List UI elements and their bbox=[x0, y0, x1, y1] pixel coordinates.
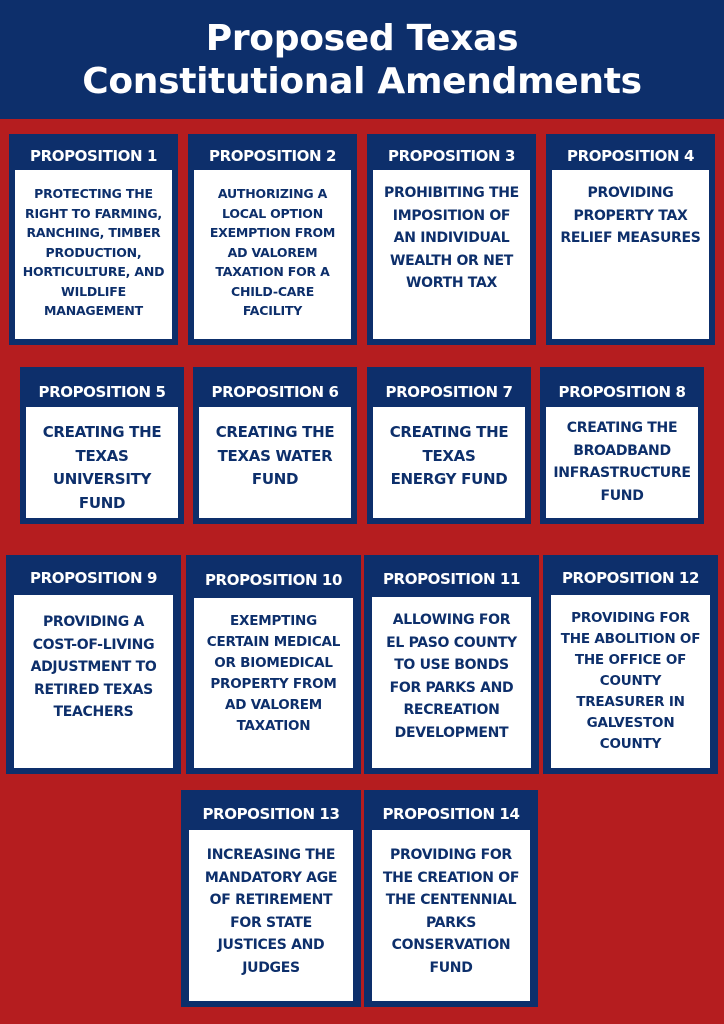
title-line-1: Proposed Texas bbox=[205, 17, 519, 59]
proposition-text: ALLOWING FOR EL PASO COUNTY TO USE BONDS FOR PARKS AND RECREATION DEVELOPMENT bbox=[372, 597, 531, 768]
proposition-card-12 bbox=[543, 555, 718, 774]
page-header bbox=[0, 0, 724, 119]
proposition-text: PROVIDING A COST-OF-LIVING ADJUSTMENT TO RETIRED TEXAS TEACHERS bbox=[14, 595, 173, 768]
proposition-label: PROPOSITION 1 bbox=[29, 147, 157, 165]
proposition-card-9 bbox=[6, 555, 181, 774]
proposition-label: PROPOSITION 2 bbox=[208, 147, 336, 165]
proposition-card-6 bbox=[193, 367, 357, 524]
proposition-text: INCREASING THE MANDATORY AGE OF RETIREMENT FOR STATE JUSTICES AND JUDGES bbox=[189, 830, 353, 1001]
proposition-label: PROPOSITION 9 bbox=[29, 569, 157, 587]
proposition-text: EXEMPTING CERTAIN MEDICAL OR BIOMEDICAL PROPERTY FROM AD VALOREM TAXATION bbox=[194, 598, 353, 768]
proposition-label: PROPOSITION 8 bbox=[558, 383, 686, 401]
proposition-label: PROPOSITION 7 bbox=[385, 383, 513, 401]
proposition-card-2 bbox=[188, 134, 357, 345]
proposition-card-7 bbox=[367, 367, 531, 524]
proposition-label: PROPOSITION 13 bbox=[202, 805, 340, 823]
proposition-card-3 bbox=[367, 134, 536, 345]
proposition-label: PROPOSITION 10 bbox=[204, 571, 343, 589]
proposition-card-14 bbox=[364, 790, 538, 1007]
proposition-text: CREATING THE TEXAS ENERGY FUND bbox=[373, 407, 525, 518]
proposition-card-11 bbox=[364, 555, 539, 774]
proposition-text: PROTECTING THE RIGHT TO FARMING, RANCHING, TIMBER PRODUCTION, HORTICULTURE, AND WILDLIFE MANAGEMENT bbox=[15, 170, 172, 339]
proposition-card-10 bbox=[186, 555, 361, 774]
proposition-card-13 bbox=[181, 790, 361, 1007]
proposition-text: PROVIDING FOR THE ABOLITION OF THE OFFICE OF COUNTY TREASURER IN GALVESTON COUNTY bbox=[551, 595, 710, 768]
proposition-text: CREATING THE TEXAS WATER FUND bbox=[199, 407, 351, 518]
proposition-card-1 bbox=[9, 134, 178, 345]
proposition-label: PROPOSITION 4 bbox=[566, 147, 694, 165]
proposition-text: CREATING THE TEXAS UNIVERSITY FUND bbox=[26, 407, 178, 518]
proposition-text: PROHIBITING THE IMPOSITION OF AN INDIVIDUAL WEALTH OR NET WORTH TAX bbox=[373, 170, 530, 339]
proposition-label: PROPOSITION 11 bbox=[382, 570, 521, 588]
title-line-2: Constitutional Amendments bbox=[82, 60, 642, 102]
proposition-text: PROVIDING PROPERTY TAX RELIEF MEASURES bbox=[552, 170, 709, 339]
proposition-card-4 bbox=[546, 134, 715, 345]
page-title bbox=[82, 17, 642, 103]
proposition-card-8 bbox=[540, 367, 704, 524]
proposition-text: CREATING THE BROADBAND INFRASTRUCTURE FUND bbox=[546, 407, 698, 518]
proposition-card-5 bbox=[20, 367, 184, 524]
proposition-text: AUTHORIZING A LOCAL OPTION EXEMPTION FROM AD VALOREM TAXATION FOR A CHILD-CARE FACILITY bbox=[194, 170, 351, 339]
proposition-label: PROPOSITION 5 bbox=[38, 383, 166, 401]
proposition-label: PROPOSITION 3 bbox=[387, 147, 515, 165]
proposition-label: PROPOSITION 6 bbox=[211, 383, 339, 401]
proposition-label: PROPOSITION 12 bbox=[561, 569, 700, 587]
proposition-text: PROVIDING FOR THE CREATION OF THE CENTENNIAL PARKS CONSERVATION FUND bbox=[372, 830, 530, 1001]
proposition-label: PROPOSITION 14 bbox=[382, 805, 520, 823]
